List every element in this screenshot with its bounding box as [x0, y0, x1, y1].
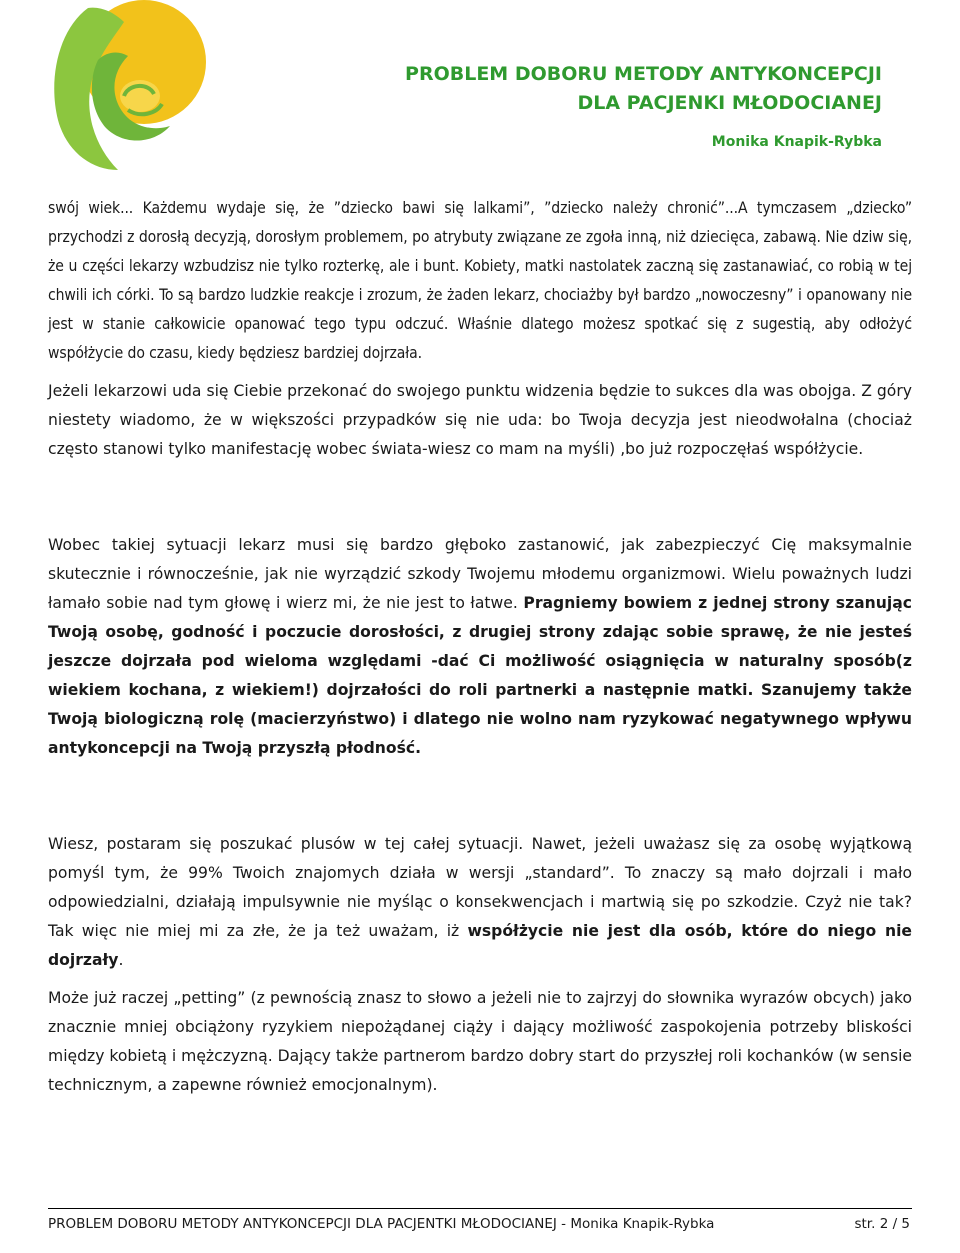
- header-title-line2: DLA PACJENKI MŁODOCIANEJ: [577, 92, 882, 114]
- logo: [28, 0, 208, 172]
- document-header-title: [405, 60, 882, 118]
- paragraph-3-bold: Pragniemy bowiem z jednej strony szanując Twoją osobę, godność i poczucie dorosłości, z drugiej strony zdając sobie sprawę, że nie jesteś jeszcze dojrzała pod wieloma względami -dać Ci możliwość osiągnięcia w naturalny sposób(z wiekiem kochana, z wiekiem!) dojrzałości do roli partnerki a następnie matki. Szanujemy także Twoją biologiczną rolę (macierzyństwo) i dlatego nie wolno nam ryzykować negatywnego wpływu antykoncepcji na Twoją przyszłą płodność.: [48, 594, 912, 757]
- paragraph-1-part-a: swój wiek... Każdemu wydaje się, że ”dziecko bawi się lalkami”, ”dziecko należy chronić”...A tymczasem „dziecko” przychodzi z dorosłą decyzją, dorosłym problemem, po atrybuty związane ze zgoła inną, niż dziecięca, zabawą. Nie dziw się, że u części lekarzy wzbudzisz nie tylko rozterkę, ale i bunt. Kobiety, matki nastolatek zaczną się zastanawiać, co robią w tej chwili ich córki.: [48, 199, 912, 304]
- paragraph-1: [48, 194, 912, 368]
- paragraph-4-bold: współżycie nie jest dla osób, które do niego nie dojrzały: [48, 922, 912, 969]
- paragraph-3: [48, 531, 912, 763]
- footer-divider: [48, 1208, 912, 1209]
- paragraph-4-part-c: .: [118, 951, 124, 969]
- page-number: str. 2 / 5: [854, 1216, 910, 1232]
- header-title-line1: PROBLEM DOBORU METODY ANTYKONCEPCJI: [405, 63, 882, 85]
- paragraph-4-part-a: Wiesz, postaram się poszukać plusów w tej całej sytuacji. Nawet, jeżeli uważasz się za osobę wyjątkową pomyśl tym, że 99% Twoich znajomych działa w wersji „standard”. To znaczy są mało dojrzali i mało odpowiedzialni, działają impulsywnie nie myśląc o konsekwencjach i martwią się po szkodzie. Czyż nie tak? Tak więc nie miej mi za złe, że ja też uważam, iż: [48, 835, 912, 940]
- document-body: [48, 194, 912, 1100]
- header-author: Monika Knapik-Rybka: [711, 134, 882, 150]
- paragraph-3-part-a: Wobec takiej sytuacji lekarz musi się bardzo głęboko zastanowić, jak zabezpieczyć Cię maksymalnie skutecznie i równocześnie, jak nie wyrządzić szkody Twojemu młodemu organizmowi. Wielu poważnych ludzi łamało sobie nad tym głowę i wierz mi, że nie jest to łatwe.: [48, 536, 912, 612]
- paragraph-2: Jeżeli lekarzowi uda się Ciebie przekonać do swojego punktu widzenia będzie to sukces dla was obojga. Z góry niestety wiadomo, że w większości przypadków się nie uda: bo Twoja decyzja jest nieodwołalna (chociaż często stanowi tylko manifestację wobec świata-wiesz co mam na myśli) ,bo już rozpoczęłaś współżycie.: [48, 382, 912, 458]
- paragraph-4: [48, 830, 912, 975]
- footer-title: PROBLEM DOBORU METODY ANTYKONCEPCJI DLA PACJENTKI MŁODOCIANEJ - Monika Knapik-Rybka: [48, 1216, 715, 1232]
- paragraph-5: Może już raczej „petting” (z pewnością znasz to słowo a jeżeli nie to zajrzyj do słownika wyrazów obcych) jako znacznie mniej obciążony ryzykiem niepożądanej ciąży i dający możliwość zaspokojenia potrzeby bliskości między kobietą i mężczyzną. Dający także partnerom bardzo dobry start do przyszłej roli kochanków (w sensie technicznym, a zapewne również emocjonalnym).: [48, 989, 912, 1094]
- paragraph-1-part-b: To są bardzo ludzkie reakcje i zrozum, że żaden lekarz, chociażby był bardzo „nowoczesny” i opanowany nie jest w stanie całkowicie opanować tego typu odczuć. Właśnie dlatego możesz spotkać się z sugestią, aby odłożyć współżycie do czasu, kiedy będziesz bardziej dojrzała.: [48, 286, 913, 362]
